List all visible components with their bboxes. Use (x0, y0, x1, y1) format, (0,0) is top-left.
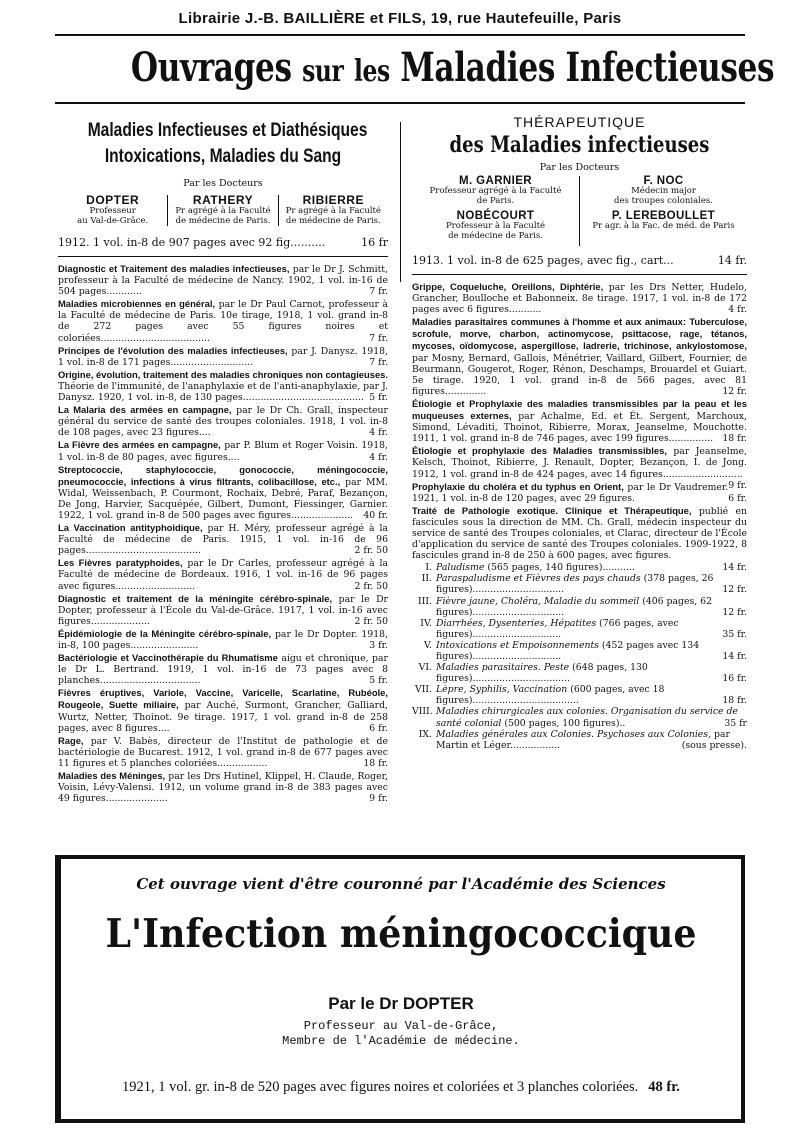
right-title-line0: THÉRAPEUTIQUE (513, 114, 646, 130)
right-byline: Par les Docteurs (539, 162, 620, 173)
book-entry: Traité de Pathologie exotique. Clinique et Thérapeutique, publié en fascicules sous la direction de MM. Ch. Grall, médecin inspecteur du service de santé des Troupes coloniales, et Clarac, directeur de l'École d'application du service de santé des Troupes coloniales. 1909-1922, 8 fascicules grand in-8 de 250 à 600 pages, avec figures. (412, 504, 747, 562)
book-entry: Maladies des Méninges, par les Drs Hutinel, Klippel, H. Claude, Roger, Voisin, Lévy-Valensi. 1912, un volume grand in-8 de 383 pages avec 49 figures..................... 9 fr. (58, 770, 388, 805)
right-rule (412, 274, 747, 275)
book-entry: Streptococcie, staphylococcie, gonococcie, méningococcie, pneumococcie, infections à virus filtrants, colibacillose, etc., par MM. Widal, Weissenbach, P. Courmont, Rochaix, Debré, Paraf, Bezançon, De Jong, Harvier, Sacquépée, Gilbert, Dumont, Fiessinger, Garnier. 1922, 1 vol. grand in-8 de 500 pages avec figures..................... 40 fr. (58, 463, 388, 521)
book-entry: Maladies parasitaires communes à l'homme et aux animaux: Tuberculose, scrofule, morve, charbon, actinomycose, psittacose, rage, tétanos, mycoses, oïdomycose, aspergillose, ladrerie, trichinose, ankylostomose, par Mosny, Bernard, Gallois, Ménétrier, Vaillard, Gilbert, Fournier, de Beurmann, Gougerot, Roger, Rénon, Deschamps, Brouardel et Guiart. 5e tirage. 1920, 1 vol. grand in-8 de 566 pages, avec 81 figures.............. 12 fr. (412, 316, 747, 397)
right-pub-info: 1913. 1 vol. in-8 de 625 pages, avec fig., cart... 14 fr. (412, 254, 747, 267)
right-entry-list (412, 281, 747, 561)
author-garnier: M. GARNIER Professeur agrégé à la Faculté de Paris. (429, 175, 562, 206)
title-rule (55, 102, 745, 104)
featured-author: Par le Dr DOPTER (328, 994, 474, 1013)
book-entry: Étiologie et prophylaxie des Maladies transmissibles, par Jeanselme, Kelsch, Thoinot, Ribierre, J. Renault, Dopter, Bezançon, I. de Jong. 1912, 1 vol. grand in-8 de 424 pages, avec 14 figures........................... 9 fr. (412, 445, 747, 491)
left-entry-list (58, 263, 388, 804)
right-column (412, 112, 747, 751)
book-entry: Bactériologie et Vaccinothérapie du Rhumatisme aigu et chronique, par le Dr L. Bertrand. 1919, 1 vol. in-16 de 73 pages avec 8 planches.................................. 5 fr. (58, 652, 388, 687)
tome-item: IV. Diarrhées, Dysenteries, Hépatites (766 pages, avec figures).............................. 35 fr. (420, 617, 747, 640)
featured-book-box (55, 855, 745, 1123)
author-lereboullet: P. LEREBOULLET Pr agr. à la Fac. de méd. de Paris (592, 210, 735, 231)
right-title-line1: des Maladies infectieuses (449, 132, 710, 158)
left-authors (58, 195, 388, 226)
tome-item: I. Paludisme (565 pages, 140 figures)........... 14 fr. (425, 562, 747, 574)
author-dopter: DOPTER Professeur au Val-de-Grâce. (77, 193, 149, 226)
tome-item: III. Fièvre jaune, Choléra, Maladie du sommeil (406 pages, 62 figures)............................... 12 fr. (418, 595, 747, 618)
book-entry: La Vaccination antityphoidique, par H. Méry, professeur agrégé à la Faculté de médecine de Paris. 1915, 1 vol. in-16 de 96 pages....................................... 2 fr. 50 (58, 522, 388, 557)
tome-item: VII. Lèpre, Syphilis, Vaccination (600 pages, avec 18 figures).................................... 18 fr. (414, 684, 747, 707)
author-rathery: RATHERY Pr agrégé à la Faculté de médecine de Paris. (167, 195, 277, 226)
tome-item: VI. Maladies parasitaires. Peste (648 pages, 130 figures)................................. 16 fr. (418, 662, 747, 685)
left-title-line1: Maladies Infectieuses et Diathésiques (87, 120, 368, 141)
book-entry: La Malaria des armées en campagne, par le Dr Ch. Grall, inspecteur général du service de santé des troupes coloniales. 1918, 1 vol. in-8 de 108 pages, avec 23 figures.... 4 fr. (58, 404, 388, 439)
book-entry: Rage, par V. Babès, directeur de l'Institut de pathologie et de bactériologie de Bucarest. 1912, 1 vol. grand in-8 de 677 pages avec 11 figures et 5 planches coloriées................. 18 fr. (58, 734, 388, 769)
book-entry: Principes de l'évolution des maladies infectieuses, par J. Danysz. 1918, 1 vol. in-8 de 171 pages............................ 7 fr. (58, 344, 388, 368)
author-nobecourt: NOBÉCOURT Professeur à la Faculté de médecine de Paris. (445, 210, 546, 241)
book-entry: Maladies microbiennes en général, par le Dr Paul Carnot, professeur à la Faculté de médecine de Paris. 10e tirage, 1918, 1 vol. grand in-8 de 272 pages avec 55 figures noires et coloriées..................................... 7 fr. (58, 298, 389, 344)
book-entry: Étiologie et Prophylaxie des maladies transmissibles par la peau et les muqueuses externes, par Achalme, Ed. et Ét. Sergent, Marchoux, Simond, Lévaditi, Thoinot, Ribierre, Morax, Jeanselme, Mouchotte. 1911, 1 vol. grand in-8 de 746 pages, avec 199 figures............... 18 fr. (412, 397, 747, 445)
page-title: Ouvrages sur les Maladies Infectieuses (130, 44, 775, 91)
book-entry: Fièvres éruptives, Variole, Vaccine, Varicelle, Scarlatine, Rubéole, Rougeole, Suette miliaire, par Auché, Surmont, Grancher, Galliard, Wurtz, Netter, Thoinot. 9e tirage. 1917, 1 vol. grand in-8 de 258 pages, avec 8 figures.... 6 fr. (58, 687, 388, 734)
book-entry: Épidémiologie de la Méningite cérébro-spinale, par le Dr Dopter. 1918, in-8, 100 pages....................... 3 fr. (58, 627, 388, 651)
column-divider (400, 122, 401, 282)
book-entry: Prophylaxie du choléra et du typhus en Orient, par le Dr Vaudremer. 1921, 1 vol. in-8 de 120 pages, avec 29 figures. 6 fr. (412, 480, 747, 504)
book-entry: Origine, évolution, traitement des maladies chroniques non contagieuses. Théorie de l'immunité, de l'anaphylaxie et de l'anti-anaphylaxie, par J. Danysz. 1920, 1 vol. in-8, de 130 pages......................................... 5 fr. (58, 368, 388, 404)
publisher-header: Librairie J.-B. BAILLIÈRE et FILS, 19, rue Hautefeuille, Paris (178, 10, 622, 27)
tome-item: IX. Maladies générales aux Colonies. Psychoses aux Colonies, par Martin et Léger................. (sous presse). (418, 728, 747, 751)
tome-item: II. Paraspaludisme et Fièvres des pays chauds (378 pages, 26 figures)............................... 12 fr. (421, 573, 747, 596)
header-rule (55, 34, 745, 36)
left-column (58, 112, 388, 805)
tome-item: VIII. Maladies chirurgicales aux colonies. Organisation du service de santé colonial (500 pages, 100 figures).. 35 fr (412, 706, 747, 729)
author-noc: F. NOC Médecin major des troupes coloniales. (614, 175, 713, 206)
tome-list (412, 562, 747, 751)
left-rule (58, 256, 388, 257)
featured-title: L'Infection méningococcique (105, 911, 697, 957)
book-entry: La Fièvre des armées en campagne, par P. Blum et Roger Voisin. 1918, 1 vol. in-8 de 80 pages, avec figures.... 4 fr. (58, 439, 388, 463)
author-ribierre: RIBIERRE Pr agrégé à la Faculté de médecine de Paris. (278, 195, 388, 226)
tome-item: V. Intoxications et Empoisonnements (452 pages avec 134 figures).............................. 14 fr. (423, 639, 747, 662)
left-pub-info: 1912. 1 vol. in-8 de 907 pages avec 92 fig.......... 16 fr (58, 236, 388, 249)
award-notice: Cet ouvrage vient d'être couronné par l'Académie des Sciences (136, 875, 666, 893)
book-entry: Diagnostic et traitement de la méningite cérébro-spinale, par le Dr Dopter, professeur à l'École du Val-de-Grâce. 1917, 1 vol. in-16 avec figures.................... 2 fr. 50 (58, 592, 389, 627)
book-entry: Diagnostic et Traitement des maladies infectieuses, par le Dr J. Schmitt, professeur à la Faculté de médecine de Nancy. 1902, 1 vol. in-16 de 504 pages............ 7 fr. (58, 263, 388, 298)
left-title-line2: Intoxications, Maladies du Sang (104, 146, 342, 167)
featured-author-titles: Professeur au Val-de-Grâce, Membre de l'Académie de médecine. (282, 1019, 520, 1048)
featured-pub-info: 1921, 1 vol. gr. in-8 de 520 pages avec figures noires et coloriées et 3 planches coloriées. 48 fr. (122, 1079, 680, 1095)
book-entry: Les Fièvres paratyphoides, par le Dr Carles, professeur agrégé à la Faculté de médecine de Bordeaux. 1916, 1 vol. in-16 de 96 pages avec figures........................... 2 fr. 50 (58, 557, 388, 592)
book-entry: Grippe, Coqueluche, Oreillons, Diphtérie, par les Drs Netter, Hudelo, Grancher, Boulloche et Babonneix. 8e tirage. 1917, 1 vol. in-8 de 172 pages avec 6 figures........... 4 fr. (412, 281, 747, 316)
left-byline: Par les Docteurs (183, 178, 263, 189)
right-authors (412, 176, 747, 246)
